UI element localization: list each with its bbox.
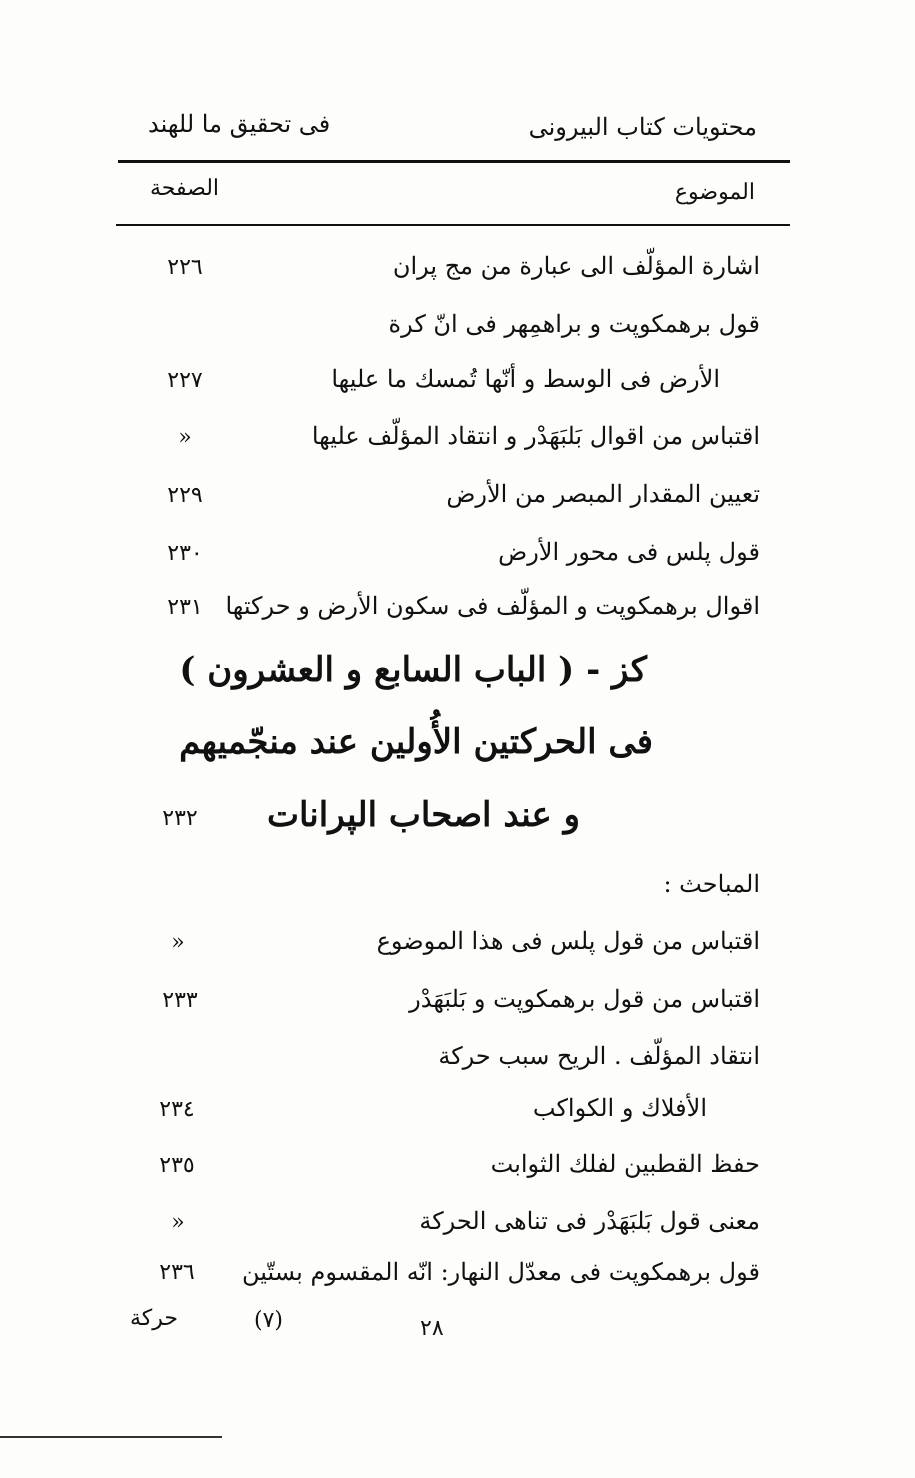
chapter-title: فى الحركتين الأُولين عند منجّميهم [179,722,653,762]
chapter-page: ٢٣٢ [162,806,198,831]
toc-entry-page: ٢٣٣ [162,988,198,1013]
toc-entry-text: قول برهمكوپت فى معدّل النهار: انّه المقسوم بستّين [241,1258,760,1286]
column-heading-rule [116,224,790,226]
toc-entry-page: ٢٢٦ [167,255,203,280]
chapter-title-continued: و عند اصحاب الپرانات [266,795,580,835]
toc-entry-page: » [178,425,192,450]
toc-entry-text: الأفلاك و الكواكب [532,1094,707,1122]
toc-entry-page: ٢٢٧ [167,368,203,393]
toc-entry-text: قول برهمكوپت و براهمِهر فى انّ كرة [388,310,760,338]
column-heading-topic: الموضوع [674,180,755,205]
toc-entry-text: اقتباس من اقوال بَلبَهَدْر و انتقاد المؤلّف عليها [311,422,760,450]
scan-edge-line [0,1436,222,1438]
toc-entry-text: معنى قول بَلبَهَدْر فى تناهى الحركة [419,1207,760,1235]
toc-entry-page: ٢٣٤ [159,1097,195,1122]
running-header-left: فى تحقيق ما للهند [148,110,331,138]
toc-entry-text: حفظ القطبين لفلك الثوابت [490,1150,760,1178]
toc-entry-text: قول پلس فى محور الأرض [498,538,760,566]
toc-entry-page: ٢٣٥ [159,1153,195,1178]
toc-entry-text: تعيين المقدار المبصر من الأرض [446,480,760,508]
header-rule [118,160,790,163]
toc-entry-page: ٢٣١ [167,595,203,620]
signature-mark: (٧) [254,1308,284,1333]
toc-entry-text: اقتباس من قول پلس فى هذا الموضوع [376,927,760,955]
running-header-right: محتويات كتاب البيرونى [528,113,757,141]
folio-number: ٢٨ [420,1316,444,1341]
toc-entry-text: الأرض فى الوسط و أنّها تُمسك ما عليها [331,365,720,393]
toc-entry-page: » [171,930,185,955]
toc-entry-page: ٢٢٩ [167,483,203,508]
column-heading-page: الصفحة [150,176,220,201]
toc-entry-text: اشارة المؤلّف الى عبارة من مج پران [392,252,760,280]
catchword: حركة [130,1306,179,1331]
toc-entry-text: اقوال برهمكوپت و المؤلّف فى سكون الأرض و حركتها [225,592,760,620]
chapter-heading: كز - ( الباب السابع و العشرون ) [179,650,647,690]
toc-entry-page: ٢٣٠ [167,541,203,566]
subtopics-heading: المباحث : [663,870,760,898]
toc-entry-page: » [171,1210,185,1235]
toc-entry-text: انتقاد المؤلّف . الريح سبب حركة [438,1042,760,1070]
toc-entry-page: ٢٣٦ [159,1260,195,1285]
toc-entry-text: اقتباس من قول برهمكوپت و بَلبَهَدْر [409,985,760,1013]
